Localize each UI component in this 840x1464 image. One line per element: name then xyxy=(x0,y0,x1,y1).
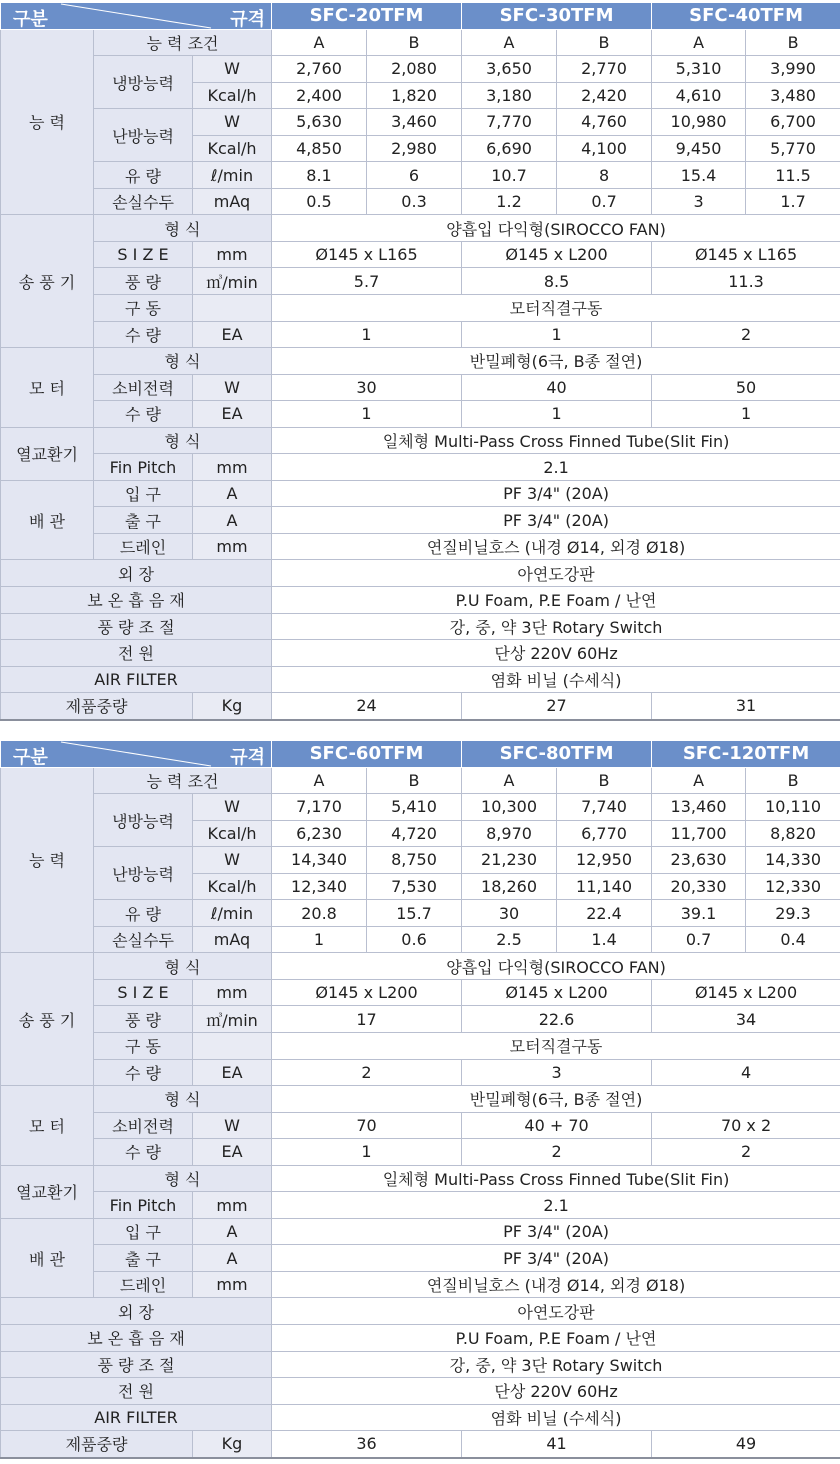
label-cooling: 냉방능력 xyxy=(94,56,193,109)
condition-cell: B xyxy=(367,29,462,56)
unit-cell: mm xyxy=(193,1271,272,1298)
label-cooling: 냉방능력 xyxy=(94,794,193,847)
unit-cell: A xyxy=(193,1245,272,1272)
heating-w-cell: 14,330 xyxy=(746,847,840,874)
fan-size-cell: Ø145 x L200 xyxy=(652,979,840,1006)
unit-cell xyxy=(193,295,272,322)
spec-table xyxy=(0,2,840,721)
heating-w-cell: 12,950 xyxy=(557,847,652,874)
flow-cell: 20.8 xyxy=(272,900,367,927)
power-source-cell: 단상 220V 60Hz xyxy=(272,1378,840,1405)
unit-cell: mm xyxy=(193,979,272,1006)
unit-cell: ㎥/min xyxy=(193,268,272,295)
fin-pitch-cell: 2.1 xyxy=(272,454,840,481)
cooling-w-cell: 2,080 xyxy=(367,56,462,83)
label-insulation: 보 온 흡 음 재 xyxy=(1,1325,272,1352)
label-air-control: 풍 량 조 절 xyxy=(1,613,272,640)
label-power: 소비전력 xyxy=(94,1112,193,1139)
category-capacity: 능 력 xyxy=(1,767,94,953)
condition-cell: A xyxy=(272,29,367,56)
label-qty: 수 량 xyxy=(94,1059,193,1086)
cooling-w-cell: 5,310 xyxy=(652,56,746,83)
cooling-w-cell: 7,740 xyxy=(557,794,652,821)
outlet-cell: PF 3/4" (20A) xyxy=(272,1245,840,1272)
motor-qty-cell: 1 xyxy=(462,401,652,428)
heating-kcal-cell: 4,100 xyxy=(557,135,652,162)
heating-w-cell: 3,460 xyxy=(367,109,462,136)
motor-qty-cell: 2 xyxy=(462,1139,652,1166)
unit-cell xyxy=(193,1033,272,1060)
heating-kcal-cell: 12,340 xyxy=(272,873,367,900)
label-inlet: 입 구 xyxy=(94,480,193,507)
flow-cell: 22.4 xyxy=(557,900,652,927)
cooling-w-cell: 10,300 xyxy=(462,794,557,821)
unit-cell: mm xyxy=(193,241,272,268)
label-outlet: 출 구 xyxy=(94,507,193,534)
label-drive: 구 동 xyxy=(94,1033,193,1060)
heating-kcal-cell: 18,260 xyxy=(462,873,557,900)
unit-cell: W xyxy=(193,1112,272,1139)
spec-header: 규격 xyxy=(230,747,266,768)
cooling-kcal-cell: 4,610 xyxy=(652,82,746,109)
fan-drive-cell: 모터직결구동 xyxy=(272,1033,840,1060)
weight-cell: 24 xyxy=(272,693,462,720)
fan-airflow-cell: 34 xyxy=(652,1006,840,1033)
label-form: 형 식 xyxy=(94,348,272,375)
headloss-cell: 1.4 xyxy=(557,926,652,953)
label-power-source: 전 원 xyxy=(1,1378,272,1405)
drain-cell: 연질비닐호스 (내경 Ø14, 외경 Ø18) xyxy=(272,1271,840,1298)
outlet-cell: PF 3/4" (20A) xyxy=(272,507,840,534)
model-header: SFC-20TFM xyxy=(272,3,462,30)
cooling-kcal-cell: 1,820 xyxy=(367,82,462,109)
category-heat-exchanger: 열교환기 xyxy=(1,427,94,480)
flow-cell: 11.5 xyxy=(746,162,840,189)
cooling-w-cell: 13,460 xyxy=(652,794,746,821)
label-heating: 난방능력 xyxy=(94,109,193,162)
heating-kcal-cell: 20,330 xyxy=(652,873,746,900)
drain-cell: 연질비닐호스 (내경 Ø14, 외경 Ø18) xyxy=(272,533,840,560)
model-header: SFC-40TFM xyxy=(652,3,840,30)
label-size: S I Z E xyxy=(94,979,193,1006)
category-fan: 송 풍 기 xyxy=(1,953,94,1086)
cooling-kcal-cell: 2,420 xyxy=(557,82,652,109)
headloss-cell: 3 xyxy=(652,188,746,215)
unit-cell: ㎥/min xyxy=(193,1006,272,1033)
headloss-cell: 1.2 xyxy=(462,188,557,215)
condition-cell: A xyxy=(462,767,557,794)
headloss-cell: 2.5 xyxy=(462,926,557,953)
headloss-cell: 0.7 xyxy=(557,188,652,215)
label-condition: 능 력 조건 xyxy=(94,29,272,56)
unit-cell: Kg xyxy=(193,1431,272,1458)
fan-size-cell: Ø145 x L200 xyxy=(272,979,462,1006)
label-power: 소비전력 xyxy=(94,374,193,401)
fan-type-cell: 양흡입 다익형(SIROCCO FAN) xyxy=(272,953,840,980)
label-fin-pitch: Fin Pitch xyxy=(94,1192,193,1219)
label-drain: 드레인 xyxy=(94,533,193,560)
headloss-cell: 0.3 xyxy=(367,188,462,215)
category-fan: 송 풍 기 xyxy=(1,215,94,348)
condition-cell: B xyxy=(367,767,462,794)
label-drain: 드레인 xyxy=(94,1271,193,1298)
motor-type-cell: 반밀폐형(6극, B종 절연) xyxy=(272,348,840,375)
category-header: 구분 xyxy=(13,9,48,30)
flow-cell: 8.1 xyxy=(272,162,367,189)
weight-cell: 41 xyxy=(462,1431,652,1458)
unit-cell: mm xyxy=(193,1192,272,1219)
headloss-cell: 0.7 xyxy=(652,926,746,953)
heating-kcal-cell: 5,770 xyxy=(746,135,840,162)
heating-w-cell: 14,340 xyxy=(272,847,367,874)
condition-cell: A xyxy=(272,767,367,794)
label-form: 형 식 xyxy=(94,1086,272,1113)
label-casing: 외 장 xyxy=(1,1298,272,1325)
condition-cell: A xyxy=(652,767,746,794)
motor-power-cell: 40 + 70 xyxy=(462,1112,652,1139)
cooling-w-cell: 10,110 xyxy=(746,794,840,821)
fan-qty-cell: 1 xyxy=(272,321,462,348)
heating-w-cell: 6,700 xyxy=(746,109,840,136)
cooling-w-cell: 2,770 xyxy=(557,56,652,83)
model-header: SFC-60TFM xyxy=(272,741,462,768)
air-filter-cell: 염화 비닐 (수세식) xyxy=(272,666,840,693)
label-form: 형 식 xyxy=(94,953,272,980)
motor-power-cell: 70 x 2 xyxy=(652,1112,840,1139)
flow-cell: 15.7 xyxy=(367,900,462,927)
unit-cell: Kcal/h xyxy=(193,82,272,109)
motor-type-cell: 반밀폐형(6극, B종 절연) xyxy=(272,1086,840,1113)
heating-kcal-cell: 7,530 xyxy=(367,873,462,900)
label-form: 형 식 xyxy=(94,1165,272,1192)
heating-kcal-cell: 4,850 xyxy=(272,135,367,162)
fan-qty-cell: 2 xyxy=(272,1059,462,1086)
label-size: S I Z E xyxy=(94,241,193,268)
headloss-cell: 0.5 xyxy=(272,188,367,215)
weight-cell: 31 xyxy=(652,693,840,720)
fan-airflow-cell: 17 xyxy=(272,1006,462,1033)
heating-kcal-cell: 11,140 xyxy=(557,873,652,900)
label-form: 형 식 xyxy=(94,215,272,242)
heating-w-cell: 5,630 xyxy=(272,109,367,136)
table-header-corner xyxy=(1,741,272,768)
cooling-w-cell: 7,170 xyxy=(272,794,367,821)
category-header: 구분 xyxy=(13,747,48,768)
unit-cell: EA xyxy=(193,401,272,428)
fan-airflow-cell: 11.3 xyxy=(652,268,840,295)
label-headloss: 손실수두 xyxy=(94,188,193,215)
unit-cell: W xyxy=(193,794,272,821)
hx-type-cell: 일체형 Multi-Pass Cross Finned Tube(Slit Fin) xyxy=(272,1165,840,1192)
insulation-cell: P.U Foam, P.E Foam / 난연 xyxy=(272,1325,840,1352)
casing-cell: 아연도강판 xyxy=(272,1298,840,1325)
motor-power-cell: 50 xyxy=(652,374,840,401)
condition-cell: B xyxy=(746,29,840,56)
headloss-cell: 0.4 xyxy=(746,926,840,953)
air-control-cell: 강, 중, 약 3단 Rotary Switch xyxy=(272,613,840,640)
model-header: SFC-30TFM xyxy=(462,3,652,30)
inlet-cell: PF 3/4" (20A) xyxy=(272,480,840,507)
flow-cell: 10.7 xyxy=(462,162,557,189)
unit-cell: W xyxy=(193,56,272,83)
cooling-kcal-cell: 3,180 xyxy=(462,82,557,109)
heating-w-cell: 21,230 xyxy=(462,847,557,874)
label-casing: 외 장 xyxy=(1,560,272,587)
fan-size-cell: Ø145 x L165 xyxy=(272,241,462,268)
unit-cell: mAq xyxy=(193,926,272,953)
flow-cell: 8 xyxy=(557,162,652,189)
cooling-w-cell: 3,990 xyxy=(746,56,840,83)
unit-cell: EA xyxy=(193,321,272,348)
fan-drive-cell: 모터직결구동 xyxy=(272,295,840,322)
fan-type-cell: 양흡입 다익형(SIROCCO FAN) xyxy=(272,215,840,242)
unit-cell: mAq xyxy=(193,188,272,215)
unit-cell: Kcal/h xyxy=(193,135,272,162)
flow-cell: 39.1 xyxy=(652,900,746,927)
motor-qty-cell: 1 xyxy=(652,401,840,428)
fan-airflow-cell: 22.6 xyxy=(462,1006,652,1033)
label-qty: 수 량 xyxy=(94,401,193,428)
flow-cell: 29.3 xyxy=(746,900,840,927)
cooling-kcal-cell: 2,400 xyxy=(272,82,367,109)
weight-cell: 49 xyxy=(652,1431,840,1458)
condition-cell: A xyxy=(462,29,557,56)
cooling-kcal-cell: 6,770 xyxy=(557,820,652,847)
category-piping: 배 관 xyxy=(1,480,94,560)
air-control-cell: 강, 중, 약 3단 Rotary Switch xyxy=(272,1351,840,1378)
fan-qty-cell: 4 xyxy=(652,1059,840,1086)
label-qty: 수 량 xyxy=(94,1139,193,1166)
heating-w-cell: 8,750 xyxy=(367,847,462,874)
label-outlet: 출 구 xyxy=(94,1245,193,1272)
flow-cell: 6 xyxy=(367,162,462,189)
label-condition: 능 력 조건 xyxy=(94,767,272,794)
unit-cell: EA xyxy=(193,1059,272,1086)
cooling-kcal-cell: 4,720 xyxy=(367,820,462,847)
label-insulation: 보 온 흡 음 재 xyxy=(1,587,272,614)
cooling-kcal-cell: 11,700 xyxy=(652,820,746,847)
insulation-cell: P.U Foam, P.E Foam / 난연 xyxy=(272,587,840,614)
casing-cell: 아연도강판 xyxy=(272,560,840,587)
fan-size-cell: Ø145 x L165 xyxy=(652,241,840,268)
heating-kcal-cell: 9,450 xyxy=(652,135,746,162)
fan-size-cell: Ø145 x L200 xyxy=(462,241,652,268)
motor-power-cell: 70 xyxy=(272,1112,462,1139)
label-inlet: 입 구 xyxy=(94,1218,193,1245)
label-air-control: 풍 량 조 절 xyxy=(1,1351,272,1378)
unit-cell: EA xyxy=(193,1139,272,1166)
headloss-cell: 1 xyxy=(272,926,367,953)
category-piping: 배 관 xyxy=(1,1218,94,1298)
heating-kcal-cell: 2,980 xyxy=(367,135,462,162)
air-filter-cell: 염화 비닐 (수세식) xyxy=(272,1404,840,1431)
flow-cell: 15.4 xyxy=(652,162,746,189)
category-motor: 모 터 xyxy=(1,1086,94,1166)
flow-cell: 30 xyxy=(462,900,557,927)
label-weight: 제품중량 xyxy=(1,1431,193,1458)
cooling-w-cell: 2,760 xyxy=(272,56,367,83)
unit-cell: Kg xyxy=(193,693,272,720)
unit-cell: mm xyxy=(193,454,272,481)
spec-header: 규격 xyxy=(230,9,266,30)
unit-cell: A xyxy=(193,507,272,534)
category-capacity: 능 력 xyxy=(1,29,94,215)
label-air-filter: AIR FILTER xyxy=(1,666,272,693)
label-weight: 제품중량 xyxy=(1,693,193,720)
fan-size-cell: Ø145 x L200 xyxy=(462,979,652,1006)
unit-cell: W xyxy=(193,847,272,874)
heating-w-cell: 10,980 xyxy=(652,109,746,136)
label-headloss: 손실수두 xyxy=(94,926,193,953)
hx-type-cell: 일체형 Multi-Pass Cross Finned Tube(Slit Fin) xyxy=(272,427,840,454)
motor-power-cell: 30 xyxy=(272,374,462,401)
fin-pitch-cell: 2.1 xyxy=(272,1192,840,1219)
cooling-kcal-cell: 3,480 xyxy=(746,82,840,109)
category-motor: 모 터 xyxy=(1,348,94,428)
fan-airflow-cell: 5.7 xyxy=(272,268,462,295)
label-form: 형 식 xyxy=(94,427,272,454)
model-header: SFC-80TFM xyxy=(462,741,652,768)
label-qty: 수 량 xyxy=(94,321,193,348)
table-header-corner xyxy=(1,3,272,30)
unit-cell: Kcal/h xyxy=(193,873,272,900)
label-fin-pitch: Fin Pitch xyxy=(94,454,193,481)
label-power-source: 전 원 xyxy=(1,640,272,667)
fan-qty-cell: 3 xyxy=(462,1059,652,1086)
label-airflow: 풍 량 xyxy=(94,268,193,295)
motor-qty-cell: 2 xyxy=(652,1139,840,1166)
unit-cell: ℓ/min xyxy=(193,162,272,189)
label-flow: 유 량 xyxy=(94,162,193,189)
heating-kcal-cell: 12,330 xyxy=(746,873,840,900)
weight-cell: 27 xyxy=(462,693,652,720)
unit-cell: A xyxy=(193,1218,272,1245)
unit-cell: mm xyxy=(193,533,272,560)
cooling-w-cell: 3,650 xyxy=(462,56,557,83)
label-heating: 난방능력 xyxy=(94,847,193,900)
unit-cell: Kcal/h xyxy=(193,820,272,847)
condition-cell: B xyxy=(746,767,840,794)
model-header: SFC-120TFM xyxy=(652,741,840,768)
cooling-w-cell: 5,410 xyxy=(367,794,462,821)
condition-cell: A xyxy=(652,29,746,56)
power-source-cell: 단상 220V 60Hz xyxy=(272,640,840,667)
motor-qty-cell: 1 xyxy=(272,401,462,428)
headloss-cell: 0.6 xyxy=(367,926,462,953)
fan-airflow-cell: 8.5 xyxy=(462,268,652,295)
unit-cell: A xyxy=(193,480,272,507)
motor-qty-cell: 1 xyxy=(272,1139,462,1166)
unit-cell: W xyxy=(193,109,272,136)
inlet-cell: PF 3/4" (20A) xyxy=(272,1218,840,1245)
fan-qty-cell: 2 xyxy=(652,321,840,348)
condition-cell: B xyxy=(557,767,652,794)
category-heat-exchanger: 열교환기 xyxy=(1,1165,94,1218)
cooling-kcal-cell: 6,230 xyxy=(272,820,367,847)
heating-w-cell: 23,630 xyxy=(652,847,746,874)
weight-cell: 36 xyxy=(272,1431,462,1458)
cooling-kcal-cell: 8,970 xyxy=(462,820,557,847)
label-airflow: 풍 량 xyxy=(94,1006,193,1033)
label-drive: 구 동 xyxy=(94,295,193,322)
heating-kcal-cell: 6,690 xyxy=(462,135,557,162)
unit-cell: ℓ/min xyxy=(193,900,272,927)
motor-power-cell: 40 xyxy=(462,374,652,401)
heating-w-cell: 4,760 xyxy=(557,109,652,136)
spec-table xyxy=(0,740,840,1459)
fan-qty-cell: 1 xyxy=(462,321,652,348)
unit-cell: W xyxy=(193,374,272,401)
heating-w-cell: 7,770 xyxy=(462,109,557,136)
cooling-kcal-cell: 8,820 xyxy=(746,820,840,847)
headloss-cell: 1.7 xyxy=(746,188,840,215)
label-air-filter: AIR FILTER xyxy=(1,1404,272,1431)
condition-cell: B xyxy=(557,29,652,56)
label-flow: 유 량 xyxy=(94,900,193,927)
